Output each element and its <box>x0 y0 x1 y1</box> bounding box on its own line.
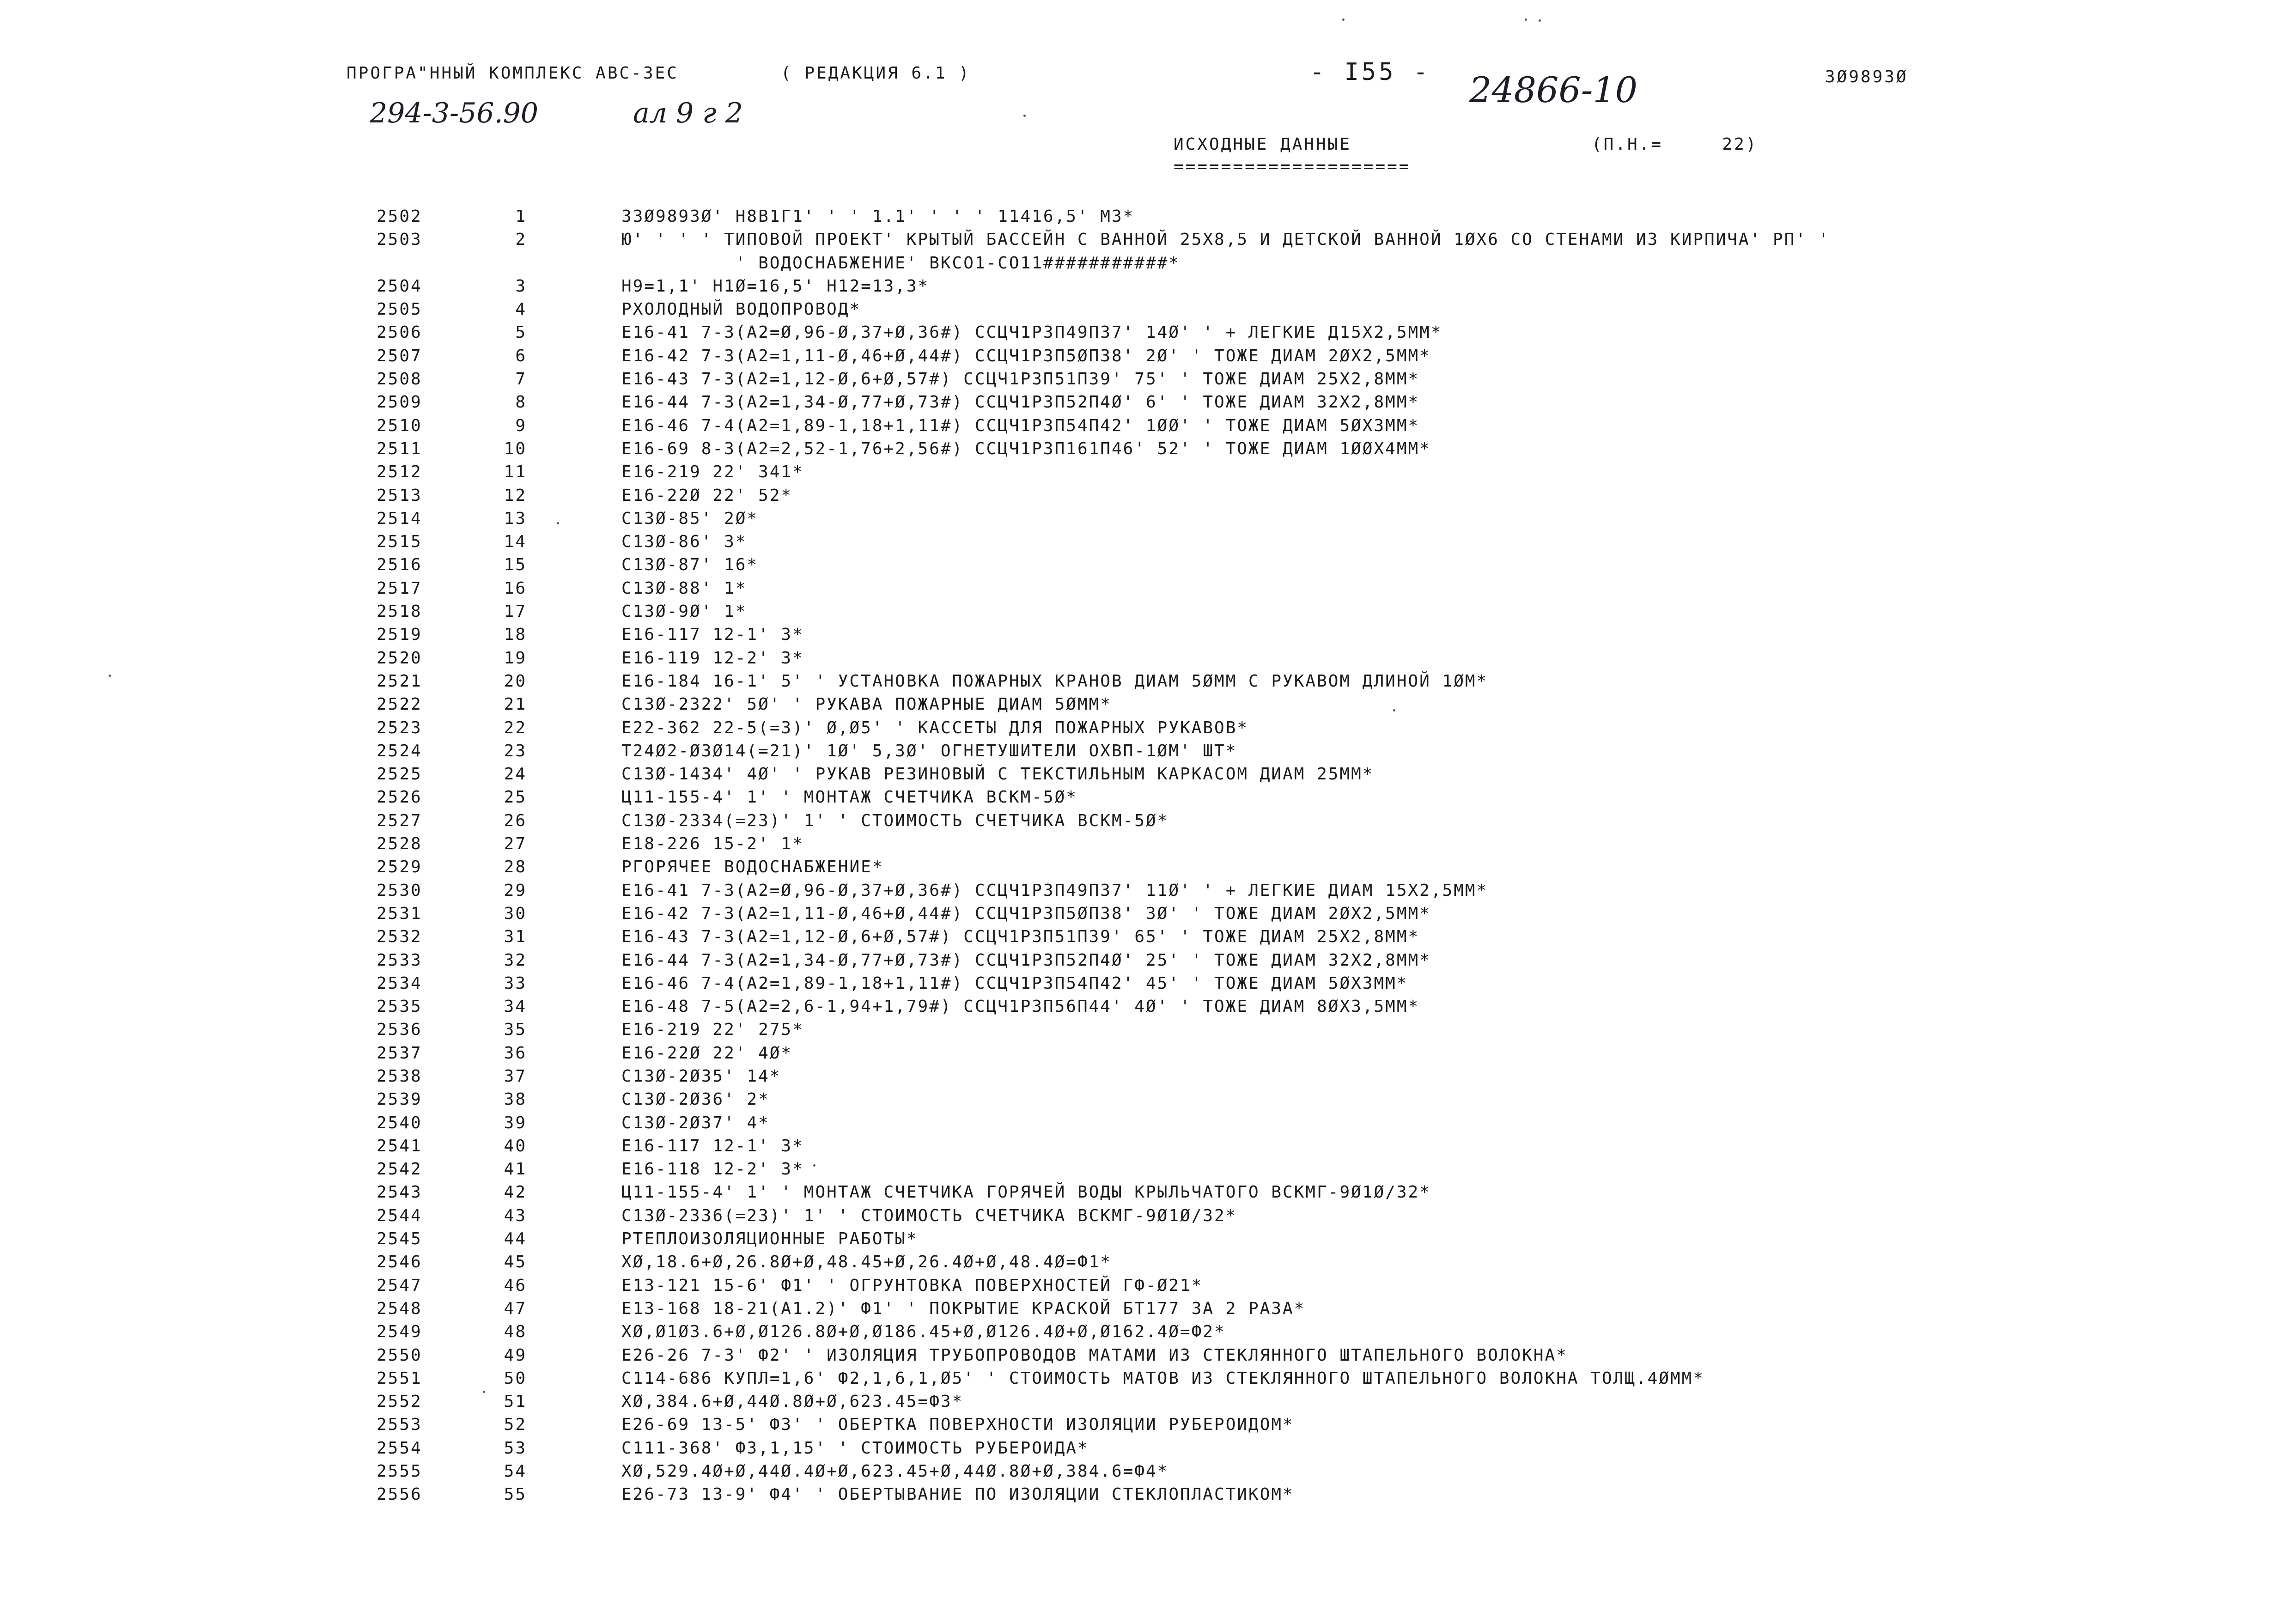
sequence-number: 51 <box>504 1392 527 1411</box>
sequence-number: 54 <box>504 1462 527 1481</box>
listing-row <box>0 693 2294 716</box>
edition-label: ( РЕДАКЦИЯ 6.1 ) <box>781 64 971 83</box>
document-code: 3Ø9893Ø <box>1825 67 1908 86</box>
record-text: РХОЛОДНЫЙ ВОДОПРОВОД* <box>621 300 861 319</box>
scan-speck <box>1525 18 1527 21</box>
line-number: 2538 <box>377 1066 422 1086</box>
line-number: 2512 <box>377 462 422 482</box>
sequence-number: 48 <box>504 1322 527 1342</box>
record-text: Е16-117 12-1' 3* <box>621 625 804 645</box>
line-number: 2518 <box>377 602 422 621</box>
record-text: ' ВОДОСНАБЖЕНИЕ' ВКСО1-СО11###########* <box>621 253 1180 273</box>
sequence-number: 50 <box>504 1369 527 1388</box>
sequence-number: 10 <box>504 439 527 458</box>
line-number: 2537 <box>377 1043 422 1063</box>
line-number: 2531 <box>377 904 422 923</box>
page-number: - I55 - <box>1310 58 1431 86</box>
line-number: 2554 <box>377 1438 422 1458</box>
line-number: 2529 <box>377 858 422 877</box>
listing-row <box>0 1065 2294 1088</box>
listing-row <box>0 995 2294 1018</box>
line-number: 2541 <box>377 1136 422 1156</box>
record-text: С13Ø-85' 2Ø* <box>621 509 759 528</box>
line-number: 2515 <box>377 532 422 552</box>
listing-row <box>0 856 2294 879</box>
line-number: 2526 <box>377 788 422 807</box>
scan-speck <box>1393 709 1395 712</box>
listing-row <box>0 1344 2294 1367</box>
record-text: ХØ,Ø1Ø3.6+Ø,Ø126.8Ø+Ø,Ø186.45+Ø,Ø126.4Ø+Ø,Ø162.4Ø=Ф2* <box>621 1322 1226 1342</box>
listing-row <box>0 949 2294 972</box>
listing-row <box>0 252 2294 275</box>
sequence-number: 41 <box>504 1160 527 1179</box>
line-number: 2536 <box>377 1020 422 1040</box>
record-text: Е16-43 7-3(А2=1,12-Ø,6+Ø,57#) ССЦЧ1Р3П51П39' 65' ' ТОЖЕ ДИАМ 25Х2,8ММ* <box>621 927 1420 947</box>
listing-row <box>0 1297 2294 1320</box>
listing-row <box>0 438 2294 461</box>
record-text: С13Ø-2334(=23)' 1' ' СТОИМОСТЬ СЧЕТЧИКА ВСКМ-5Ø* <box>621 811 1169 830</box>
listing-row <box>0 1088 2294 1111</box>
scan-speck <box>1539 19 1541 22</box>
listing-row <box>0 833 2294 856</box>
line-number: 2547 <box>377 1276 422 1295</box>
program-name: ПРОГРА"ННЫЙ КОМПЛЕКС АВС-ЗЕС <box>347 64 679 83</box>
sequence-number: 14 <box>504 532 527 552</box>
listing-row <box>0 717 2294 740</box>
sequence-number: 45 <box>504 1253 527 1272</box>
listing-row <box>0 345 2294 368</box>
sequence-number: 7 <box>515 370 527 389</box>
sequence-number: 40 <box>504 1136 527 1156</box>
listing-row <box>0 368 2294 391</box>
listing-row <box>0 879 2294 902</box>
sequence-number: 30 <box>504 904 527 923</box>
line-number: 2533 <box>377 950 422 970</box>
record-text: Е16-44 7-3(А2=1,34-Ø,77+Ø,73#) ССЦЧ1Р3П52П4Ø' 6' ' ТОЖЕ ДИАМ 32Х2,8ММ* <box>621 393 1420 412</box>
record-text: Е16-41 7-3(А2=Ø,96-Ø,37+Ø,36#) ССЦЧ1Р3П49П37' 14Ø' ' + ЛЕГКИЕ Д15Х2,5ММ* <box>621 323 1442 342</box>
listing-row <box>0 577 2294 600</box>
record-text: Е16-117 12-1' 3* <box>621 1136 804 1156</box>
listing-row <box>0 972 2294 995</box>
line-number: 2530 <box>377 881 422 900</box>
sequence-number: 24 <box>504 765 527 784</box>
record-text: Е16-41 7-3(А2=Ø,96-Ø,37+Ø,36#) ССЦЧ1Р3П49П37' 11Ø' ' + ЛЕГКИЕ ДИАМ 15Х2,5ММ* <box>621 881 1488 900</box>
sequence-number: 11 <box>504 462 527 482</box>
record-text: Е16-184 16-1' 5' ' УСТАНОВКА ПОЖАРНЫХ КРАНОВ ДИАМ 5ØММ С РУКАВОМ ДЛИНОЙ 1ØМ* <box>621 671 1488 691</box>
listing-row <box>0 1413 2294 1436</box>
sequence-number: 3 <box>515 276 527 296</box>
listing-row <box>0 786 2294 809</box>
sequence-number: 5 <box>515 323 527 342</box>
line-number: 2543 <box>377 1183 422 1202</box>
scan-speck <box>109 675 111 677</box>
sequence-number: 53 <box>504 1438 527 1458</box>
line-number: 2546 <box>377 1253 422 1272</box>
sequence-number: 46 <box>504 1276 527 1295</box>
pn-label: (П.Н.= 22) <box>1592 135 1758 154</box>
record-text: ХØ,529.4Ø+Ø,44Ø.4Ø+Ø,623.45+Ø,44Ø.8Ø+Ø,384.6=Ф4* <box>621 1462 1169 1481</box>
record-text: Е22-362 22-5(=3)' Ø,Ø5' ' КАССЕТЫ ДЛЯ ПОЖАРНЫХ РУКАВОВ* <box>621 718 1249 737</box>
sequence-number: 38 <box>504 1090 527 1109</box>
sequence-number: 20 <box>504 671 527 691</box>
record-text: Е16-46 7-4(А2=1,89-1,18+1,11#) ССЦЧ1Р3П54П42' 1ØØ' ' ТОЖЕ ДИАМ 5ØХ3ММ* <box>621 416 1420 435</box>
record-text: Е16-46 7-4(А2=1,89-1,18+1,11#) ССЦЧ1Р3П54П42' 45' ' ТОЖЕ ДИАМ 5ØХ3ММ* <box>621 973 1408 993</box>
record-text: Е16-44 7-3(А2=1,34-Ø,77+Ø,73#) ССЦЧ1Р3П52П4Ø' 25' ' ТОЖЕ ДИАМ 32Х2,8ММ* <box>621 950 1431 970</box>
sequence-number: 16 <box>504 578 527 598</box>
sequence-number: 18 <box>504 625 527 645</box>
record-text: ХØ,18.6+Ø,26.8Ø+Ø,48.45+Ø,26.4Ø+Ø,48.4Ø=Ф1* <box>621 1253 1112 1272</box>
handwritten-reference: 294-3-56.90 <box>370 97 539 129</box>
record-text: С111-368' Ф3,1,15' ' СТОИМОСТЬ РУБЕРОИДА* <box>621 1438 1089 1458</box>
scan-speck <box>557 522 559 524</box>
record-text: С13Ø-2322' 5Ø' ' РУКАВА ПОЖАРНЫЕ ДИАМ 5ØММ* <box>621 695 1112 714</box>
listing-row <box>0 461 2294 484</box>
line-number: 2508 <box>377 370 422 389</box>
line-number: 2503 <box>377 230 422 249</box>
sequence-number: 6 <box>515 346 527 365</box>
listing-row <box>0 600 2294 623</box>
sequence-number: 29 <box>504 881 527 900</box>
line-number: 2527 <box>377 811 422 830</box>
record-text: Ю' ' ' ' ТИПОВОЙ ПРОЕКТ' КРЫТЫЙ БАССЕЙН С ВАННОЙ 25Х8,5 И ДЕТСКОЙ ВАННОЙ 1ØХ6 СО СТЕНАМИ ИЗ КИРПИЧА' РП' ' <box>621 230 1830 249</box>
sequence-number: 12 <box>504 486 527 505</box>
listing-row <box>0 670 2294 693</box>
sequence-number: 15 <box>504 555 527 575</box>
record-text: Е16-69 8-3(А2=2,52-1,76+2,56#) ССЦЧ1Р3П161П46' 52' ' ТОЖЕ ДИАМ 1ØØХ4ММ* <box>621 439 1431 458</box>
sequence-number: 9 <box>515 416 527 435</box>
record-text: С13Ø-2Ø37' 4* <box>621 1113 770 1132</box>
handwritten-number: 24866-10 <box>1469 69 1638 110</box>
listing-row <box>0 1204 2294 1228</box>
record-text: Е26-69 13-5' Ф3' ' ОБЕРТКА ПОВЕРХНОСТИ ИЗОЛЯЦИИ РУБЕРОИДОМ* <box>621 1415 1294 1435</box>
line-number: 2551 <box>377 1369 422 1388</box>
line-number: 2552 <box>377 1392 422 1411</box>
listing-row <box>0 275 2294 298</box>
sequence-number: 42 <box>504 1183 527 1202</box>
sequence-number: 19 <box>504 648 527 668</box>
line-number: 2510 <box>377 416 422 435</box>
record-text: Е26-73 13-9' Ф4' ' ОБЕРТЫВАНИЕ ПО ИЗОЛЯЦИИ СТЕКЛОПЛАСТИКОМ* <box>621 1485 1294 1504</box>
line-number: 2504 <box>377 276 422 296</box>
title-underline: ==================== <box>1174 157 1411 176</box>
listing-row <box>0 507 2294 530</box>
record-text: Е16-219 22' 341* <box>621 462 804 482</box>
listing-row <box>0 902 2294 925</box>
data-listing <box>0 205 2294 1507</box>
record-text: Ц11-155-4' 1' ' МОНТАЖ СЧЕТЧИКА ВСКМ-5Ø* <box>621 788 1077 807</box>
line-number: 2509 <box>377 393 422 412</box>
line-number: 2519 <box>377 625 422 645</box>
sequence-number: 4 <box>515 300 527 319</box>
sequence-number: 1 <box>515 207 527 226</box>
line-number: 2506 <box>377 323 422 342</box>
record-text: С13Ø-87' 16* <box>621 555 759 575</box>
record-text: ХØ,384.6+Ø,44Ø.8Ø+Ø,623.45=Ф3* <box>621 1392 964 1411</box>
line-number: 2523 <box>377 718 422 737</box>
line-number: 2524 <box>377 741 422 760</box>
sequence-number: 21 <box>504 695 527 714</box>
record-text: Е16-219 22' 275* <box>621 1020 804 1040</box>
line-number: 2548 <box>377 1299 422 1318</box>
sequence-number: 55 <box>504 1485 527 1504</box>
listing-row <box>0 740 2294 763</box>
record-text: Е16-22Ø 22' 4Ø* <box>621 1043 793 1063</box>
line-number: 2542 <box>377 1160 422 1179</box>
sequence-number: 35 <box>504 1020 527 1040</box>
line-number: 2539 <box>377 1090 422 1109</box>
line-number: 2511 <box>377 439 422 458</box>
line-number: 2525 <box>377 765 422 784</box>
line-number: 2556 <box>377 1485 422 1504</box>
listing-row <box>0 530 2294 553</box>
scan-speck <box>1342 18 1345 21</box>
line-number: 2502 <box>377 207 422 226</box>
sequence-number: 28 <box>504 858 527 877</box>
listing-row <box>0 1018 2294 1041</box>
scan-speck <box>813 1164 815 1167</box>
sequence-number: 2 <box>515 230 527 249</box>
line-number: 2549 <box>377 1322 422 1342</box>
listing-row <box>0 1437 2294 1460</box>
listing-row <box>0 321 2294 344</box>
sequence-number: 44 <box>504 1229 527 1249</box>
record-text: Е16-22Ø 22' 52* <box>621 486 793 505</box>
scan-speck <box>1023 115 1026 117</box>
record-text: Е16-118 12-2' 3* <box>621 1160 804 1179</box>
sequence-number: 26 <box>504 811 527 830</box>
sequence-number: 36 <box>504 1043 527 1063</box>
line-number: 2507 <box>377 346 422 365</box>
listing-row <box>0 1181 2294 1204</box>
section-title: ИСХОДНЫЕ ДАННЫЕ <box>1174 135 1352 154</box>
record-text: Е13-121 15-6' Ф1' ' ОГРУНТОВКА ПОВЕРХНОСТЕЙ ГФ-Ø21* <box>621 1276 1203 1295</box>
listing-row <box>0 298 2294 321</box>
sequence-number: 47 <box>504 1299 527 1318</box>
listing-row <box>0 623 2294 646</box>
listing-row <box>0 228 2294 251</box>
scan-speck <box>483 1391 485 1393</box>
line-number: 2545 <box>377 1229 422 1249</box>
sequence-number: 49 <box>504 1345 527 1365</box>
record-text: Е16-43 7-3(А2=1,12-Ø,6+Ø,57#) ССЦЧ1Р3П51П39' 75' ' ТОЖЕ ДИАМ 25Х2,8ММ* <box>621 370 1420 389</box>
line-number: 2505 <box>377 300 422 319</box>
listing-row <box>0 1483 2294 1506</box>
sequence-number: 33 <box>504 973 527 993</box>
line-number: 2521 <box>377 671 422 691</box>
listing-row <box>0 1274 2294 1297</box>
sequence-number: 32 <box>504 950 527 970</box>
sequence-number: 17 <box>504 602 527 621</box>
sequence-number: 25 <box>504 788 527 807</box>
listing-row <box>0 1390 2294 1413</box>
listing-row <box>0 1158 2294 1181</box>
record-text: С13Ø-2Ø36' 2* <box>621 1090 770 1109</box>
record-text: РГОРЯЧЕЕ ВОДОСНАБЖЕНИЕ* <box>621 858 884 877</box>
record-text: РТЕПЛОИЗОЛЯЦИОННЫЕ РАБОТЫ* <box>621 1229 918 1249</box>
line-number: 2532 <box>377 927 422 947</box>
record-text: Ц11-155-4' 1' ' МОНТАЖ СЧЕТЧИКА ГОРЯЧЕЙ ВОДЫ КРЫЛЬЧАТОГО ВСКМГ-9Ø1Ø/32* <box>621 1183 1431 1202</box>
sequence-number: 31 <box>504 927 527 947</box>
listing-row <box>0 925 2294 949</box>
record-text: Е13-168 18-21(А1.2)' Ф1' ' ПОКРЫТИЕ КРАСКОЙ БТ177 ЗА 2 РАЗА* <box>621 1299 1306 1318</box>
line-number: 2535 <box>377 997 422 1016</box>
line-number: 2553 <box>377 1415 422 1435</box>
listing-row <box>0 1135 2294 1158</box>
listing-row <box>0 484 2294 507</box>
record-text: С13Ø-88' 1* <box>621 578 747 598</box>
record-text: Н9=1,1' Н1Ø=16,5' Н12=13,3* <box>621 276 930 296</box>
sequence-number: 34 <box>504 997 527 1016</box>
listing-row <box>0 1320 2294 1344</box>
record-text: Е16-42 7-3(А2=1,11-Ø,46+Ø,44#) ССЦЧ1Р3П5ØП38' 2Ø' ' ТОЖЕ ДИАМ 2ØХ2,5ММ* <box>621 346 1431 365</box>
line-number: 2544 <box>377 1206 422 1225</box>
listing-row <box>0 553 2294 577</box>
listing-row <box>0 647 2294 670</box>
record-text: С13Ø-86' 3* <box>621 532 747 552</box>
listing-row <box>0 1042 2294 1065</box>
listing-row <box>0 1367 2294 1390</box>
sequence-number: 43 <box>504 1206 527 1225</box>
listing-row <box>0 1460 2294 1483</box>
listing-row <box>0 809 2294 833</box>
sequence-number: 37 <box>504 1066 527 1086</box>
record-text: Е16-119 12-2' 3* <box>621 648 804 668</box>
listing-row <box>0 1112 2294 1135</box>
sequence-number: 27 <box>504 834 527 854</box>
record-text: Е16-42 7-3(А2=1,11-Ø,46+Ø,44#) ССЦЧ1Р3П5ØП38' 3Ø' ' ТОЖЕ ДИАМ 2ØХ2,5ММ* <box>621 904 1431 923</box>
line-number: 2550 <box>377 1345 422 1365</box>
listing-row <box>0 1228 2294 1251</box>
record-text: Е18-226 15-2' 1* <box>621 834 804 854</box>
listing-row <box>0 205 2294 228</box>
line-number: 2540 <box>377 1113 422 1132</box>
line-number: 2517 <box>377 578 422 598</box>
listing-row <box>0 391 2294 414</box>
record-text: 33Ø9893Ø' Н8В1Г1' ' ' 1.1' ' ' ' 11416,5' М3* <box>621 207 1135 226</box>
record-text: С13Ø-2336(=23)' 1' ' СТОИМОСТЬ СЧЕТЧИКА ВСКМГ-9Ø1Ø/32* <box>621 1206 1237 1225</box>
sequence-number: 52 <box>504 1415 527 1435</box>
line-number: 2516 <box>377 555 422 575</box>
sequence-number: 22 <box>504 718 527 737</box>
listing-row <box>0 763 2294 786</box>
record-text: Т24Ø2-Ø3Ø14(=21)' 1Ø' 5,3Ø' ОГНЕТУШИТЕЛИ ОХВП-1ØМ' ШТ* <box>621 741 1237 760</box>
sequence-number: 39 <box>504 1113 527 1132</box>
handwritten-album: ал 9 г 2 <box>633 97 743 129</box>
record-text: С114-686 КУПЛ=1,6' Ф2,1,6,1,Ø5' ' СТОИМОСТЬ МАТОВ ИЗ СТЕКЛЯННОГО ШТАПЕЛЬНОГО ВОЛОКНА ТОЛЩ.4ØММ* <box>621 1369 1705 1388</box>
line-number: 2534 <box>377 973 422 993</box>
line-number: 2514 <box>377 509 422 528</box>
record-text: С13Ø-2Ø35' 14* <box>621 1066 781 1086</box>
line-number: 2555 <box>377 1462 422 1481</box>
record-text: Е16-48 7-5(А2=2,6-1,94+1,79#) ССЦЧ1Р3П56П44' 4Ø' ' ТОЖЕ ДИАМ 8ØХ3,5ММ* <box>621 997 1420 1016</box>
line-number: 2522 <box>377 695 422 714</box>
line-number: 2520 <box>377 648 422 668</box>
record-text: Е26-26 7-3' Ф2' ' ИЗОЛЯЦИЯ ТРУБОПРОВОДОВ МАТАМИ ИЗ СТЕКЛЯННОГО ШТАПЕЛЬНОГО ВОЛОКНА* <box>621 1345 1568 1365</box>
line-number: 2528 <box>377 834 422 854</box>
sequence-number: 13 <box>504 509 527 528</box>
sequence-number: 23 <box>504 741 527 760</box>
line-number: 2513 <box>377 486 422 505</box>
record-text: С13Ø-9Ø' 1* <box>621 602 747 621</box>
record-text: С13Ø-1434' 4Ø' ' РУКАВ РЕЗИНОВЫЙ С ТЕКСТИЛЬНЫМ КАРКАСОМ ДИАМ 25ММ* <box>621 765 1374 784</box>
sequence-number: 8 <box>515 393 527 412</box>
listing-row <box>0 1251 2294 1274</box>
listing-row <box>0 414 2294 438</box>
